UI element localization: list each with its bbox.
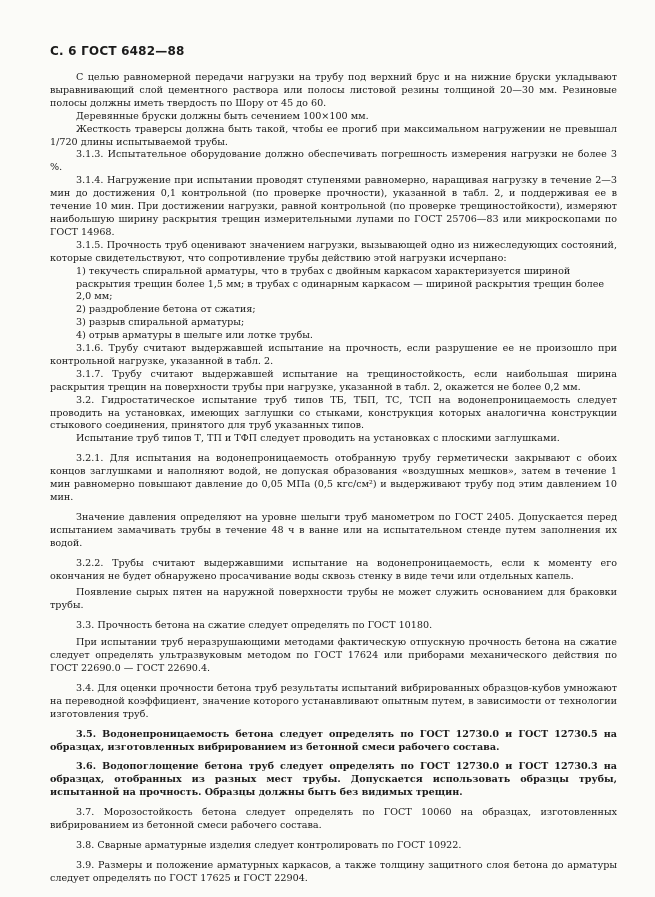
paragraph: 3.2.2. Трубы считают выдержавшими испытание на водонепроницаемость, если к моменту его окончания не будет обнаружено просачивание воды сквозь стенку в виде течи или отдельных капель. — [50, 557, 617, 582]
paragraph: 3.1.6. Трубу считают выдержавшей испытание на прочность, если разрушение ее не произошло при контрольной нагрузке, указанной в табл. 2. — [50, 343, 617, 367]
document-body — [50, 72, 617, 886]
paragraph: 3.7. Морозостойкость бетона следует определять по ГОСТ 10060 на образцах, изготовленных вибрированием из бетонной смеси рабочего состава. — [50, 807, 617, 832]
paragraph: 3.6. Водопоглощение бетона труб следует определять по ГОСТ 12730.0 и ГОСТ 12730.3 на образцах, отобранных из разных мест трубы. Допускается использовать образцы трубы, испытанной на прочность. Образцы должны быть без видимых трещин. — [50, 761, 617, 799]
page-header: С. 6 ГОСТ 6482—88 — [50, 44, 185, 58]
paragraph: 3.2. Гидростатическое испытание труб типов ТБ, ТБП, ТС, ТСП на водонепроницаемость следует проводить на установках, имеющих заглушки со стыками, конструкция которых аналогична конструкции стыкового соединения, принятого для труб указанных типов. — [50, 394, 617, 432]
paragraph: 3.4. Для оценки прочности бетона труб результаты испытаний вибрированных образцов-кубов умножают на переводной коэффициент, значение которого устанавливают опытным путем, в зависимости от технологии изготовления труб. — [50, 682, 617, 720]
paragraph: 3.9. Размеры и положение арматурных каркасов, а также толщину защитного слоя бетона до арматуры следует определять по ГОСТ 17625 и ГОСТ 22904. — [50, 859, 617, 884]
paragraph: При испытании труб неразрушающими методами фактическую отпускную прочность бетона на сжатие следует определять ультразвуковым методом по ГОСТ 17624 или приборами механического действия по ГОСТ 22690.0 — ГОСТ 22690.4. — [50, 637, 617, 674]
paragraph: 3.3. Прочность бетона на сжатие следует определять по ГОСТ 10180. — [76, 620, 433, 632]
list-item: 1) текучесть спиральной арматуры, что в трубах с двойным каркасом характеризуется шириной раскрытия трещин более 1,5 мм; в трубах с одинарным каркасом — шириной раскрытия трещин более 2,0 мм; — [76, 265, 605, 303]
paragraph: 3.8. Сварные арматурные изделия следует контролировать по ГОСТ 10922. — [76, 839, 462, 851]
paragraph: 3.1.3. Испытательное оборудование должно обеспечивать погрешность измерения нагрузки не более 3 %. — [50, 149, 617, 174]
list-item: 4) отрыв арматуры в шелыге или лотке трубы. — [76, 330, 313, 342]
paragraph: 3.1.7. Трубу считают выдержавшей испытание на трещиностойкость, если наибольшая ширина раскрытия трещин на поверхности трубы при нагрузке, указанной в табл. 2, окажется не более 0,2 мм. — [50, 368, 617, 393]
paragraph: Испытание труб типов Т, ТП и ТФП следует проводить на установках с плоскими заглушками. — [76, 433, 560, 445]
paragraph: 3.1.5. Прочность труб оценивают значением нагрузки, вызывающей одно из нижеследующих состояний, которые свидетельствуют, что сопротивление трубы действию этой нагрузки исчерпано: — [50, 239, 617, 264]
paragraph: Деревянные бруски должны быть сечением 100×100 мм. — [76, 110, 369, 122]
paragraph: Появление сырых пятен на наружной поверхности трубы не может служить основанием для браковки трубы. — [50, 587, 617, 612]
paragraph: 3.5. Водонепроницаемость бетона следует определять по ГОСТ 12730.0 и ГОСТ 12730.5 на образцах, изготовленных вибрированием из бетонной смеси рабочего состава. — [50, 728, 617, 753]
paragraph: 3.1.4. Нагружение при испытании проводят ступенями равномерно, наращивая нагрузку в течение 2—3 мин до достижения 0,1 контрольной (по проверке прочности), указанной в табл. 2, и поддерживая ее в течение 10 мин. При достижении нагрузки, равной контрольной (по проверке трещиностойкости), измеряют наибольшую ширину раскрытия трещин измерительными лупами по ГОСТ 25706—83 или микроскопами по ГОСТ 14968. — [50, 175, 617, 238]
paragraph: Значение давления определяют на уровне шелыги труб манометром по ГОСТ 2405. Допускается перед испытанием замачивать трубы в течение 48 ч в ванне или на испытательном стенде путем заполнения их водой. — [50, 511, 617, 549]
list-item: 3) разрыв спиральной арматуры; — [76, 317, 245, 329]
paragraph: С целью равномерной передачи нагрузки на трубу под верхний брус и на нижние бруски укладывают выравнивающий слой цементного раствора или полосы листовой резины толщиной 20—30 мм. Резиновые полосы должны иметь твердость по Шору от 45 до 60. — [50, 72, 617, 109]
list-item: 2) раздробление бетона от сжатия; — [76, 304, 256, 316]
paragraph: 3.2.1. Для испытания на водонепроницаемость отобранную трубу герметически закрывают с обоих концов заглушками и наполняют водой, не допуская образования «воздушных мешков», затем в течение 1 мин равномерно повышают давление до 0,05 МПа (0,5 кгс/см²) и выдерживают трубу под этим давлением 10 мин. — [50, 453, 617, 503]
paragraph: Жесткость траверсы должна быть такой, чтобы ее прогиб при максимальном нагружении не превышал 1/720 длины испытываемой трубы. — [50, 123, 617, 148]
